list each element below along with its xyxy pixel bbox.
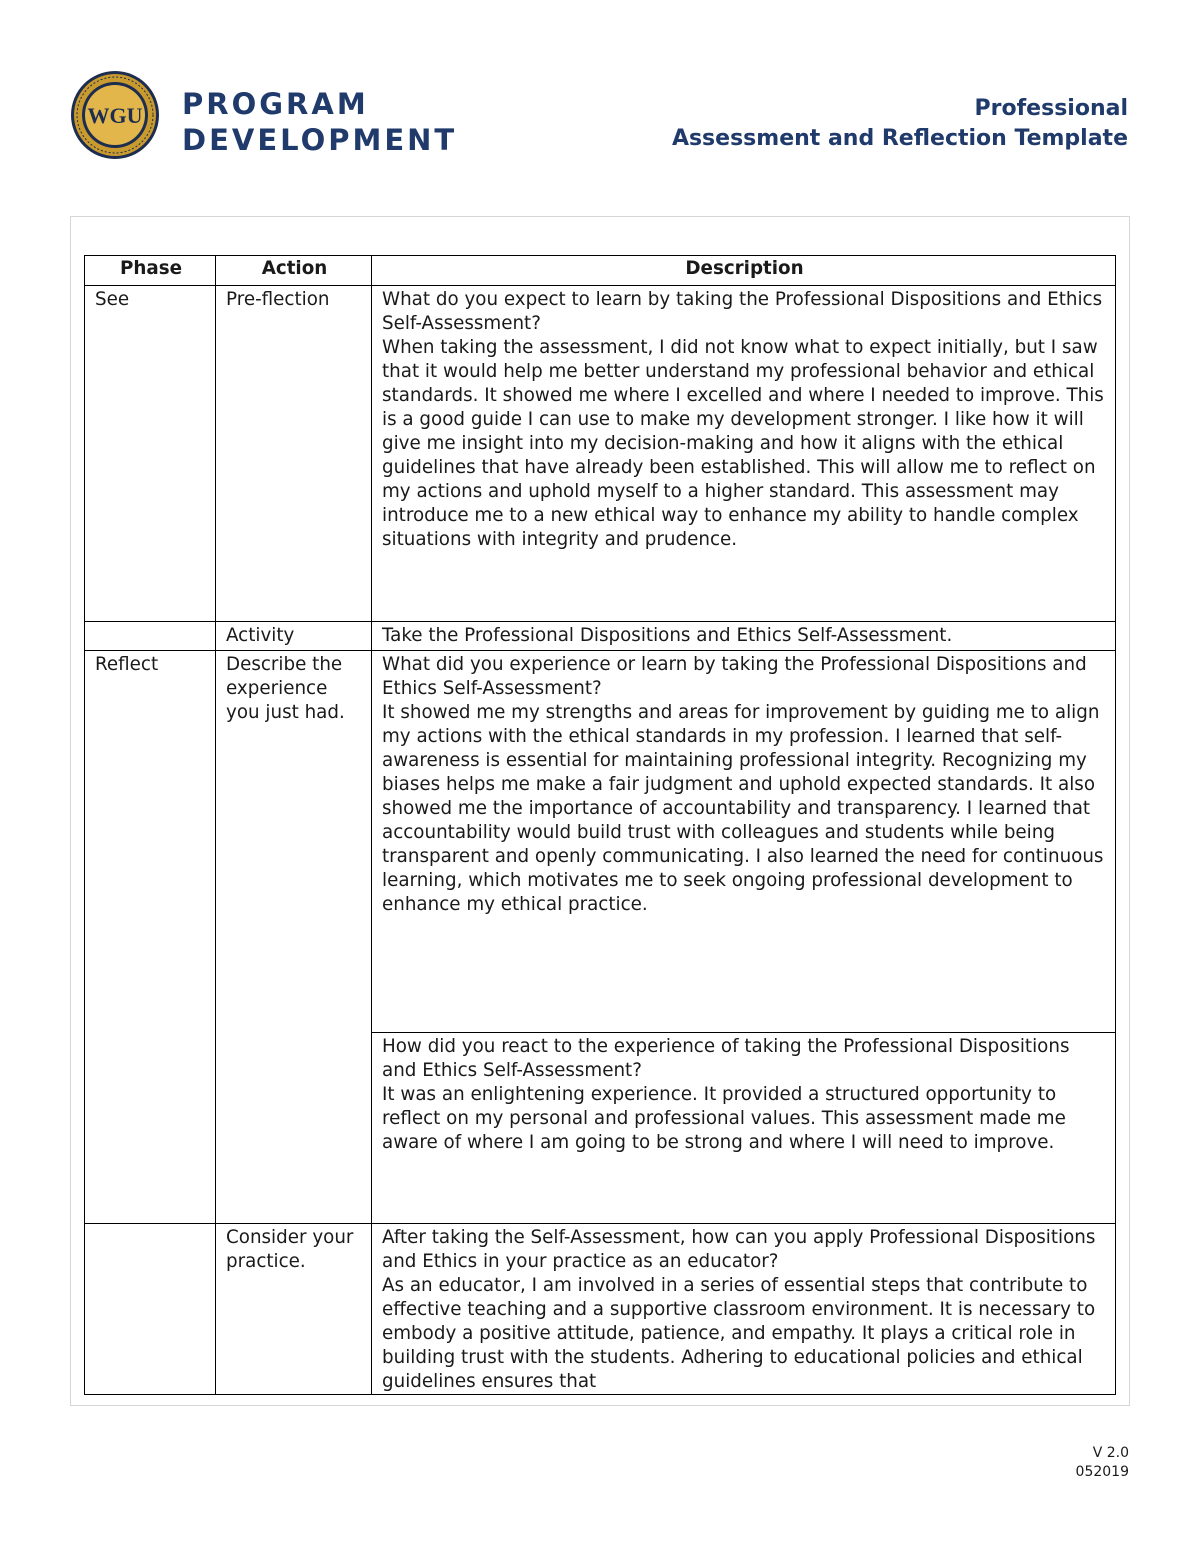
action-cell — [216, 1033, 372, 1224]
assessment-table — [84, 255, 1116, 1395]
document-title-line-1: Professional — [974, 96, 1128, 121]
header-description: Description — [372, 256, 1116, 286]
action-cell: Pre-flection — [216, 286, 372, 622]
action-cell: Consider your practice. — [216, 1224, 372, 1395]
table-row — [85, 286, 1116, 622]
description-cell — [372, 1224, 1116, 1395]
seal-initials: WGU — [87, 103, 143, 128]
response-text: When taking the assessment, I did not know what to expect initially, but I saw that it would help me better understand my professional behavior and ethical standards. It showed me where I excelled and where I needed to improve. This is a good guide I can use to make my development stronger. I like how it will give me insight into my decision-making and how it aligns with the ethical guidelines that have already been established. This will allow me to reflect on my actions and uphold myself to a higher standard. This assessment may introduce me to a new ethical way to enhance my ability to handle complex situations with integrity and prudence. — [382, 337, 1104, 550]
phase-cell — [85, 1033, 216, 1224]
brand-line-1: PROGRAM — [182, 87, 369, 121]
response-text: It was an enlightening experience. It provided a structured opportunity to reflect on my personal and professional values. This assessment made me aware of where I am going to be strong and where I will need to improve. — [382, 1084, 1066, 1153]
header-action: Action — [216, 256, 372, 286]
response-text: It showed me my strengths and areas for improvement by guiding me to align my actions with the ethical standards in my profession. I learned that self-awareness is essential for maintaining professional integrity. Recognizing my biases helps me make a fair judgment and uphold expected standards. It also showed me the importance of accountability and transparency. I learned that accountability would build trust with colleagues and students while being transparent and openly communicating. I also learned the need for continuous learning, which motivates me to seek ongoing professional development to enhance my ethical practice. — [382, 702, 1104, 915]
prompt-question: What did you experience or learn by taking the Professional Dispositions and Ethics Self-Assessment? — [382, 654, 1087, 699]
table-header-row — [85, 256, 1116, 286]
prompt-question: Take the Professional Dispositions and Ethics Self-Assessment. — [382, 625, 953, 646]
header-phase: Phase — [85, 256, 216, 286]
action-cell: Activity — [216, 622, 372, 651]
action-cell: Describe the experience you just had. — [216, 651, 372, 1033]
table-row — [85, 622, 1116, 651]
response-text: As an educator, I am involved in a series of essential steps that contribute to effective teaching and a supportive classroom environment. It is necessary to embody a positive attitude, patience, and empathy. It plays a critical role in building trust with the students. Adhering to educational policies and ethical guidelines ensures that — [382, 1275, 1096, 1392]
wgu-seal-logo — [70, 70, 160, 160]
version-info — [1076, 1444, 1129, 1482]
description-cell — [372, 651, 1116, 1033]
table-row — [85, 651, 1116, 1033]
document-title-line-2: Assessment and Reflection Template — [671, 126, 1128, 151]
prompt-question: After taking the Self-Assessment, how can you apply Professional Dispositions and Ethics in your practice as an educator? — [382, 1227, 1096, 1272]
phase-cell: Reflect — [85, 651, 216, 1033]
version-code: 052019 — [1075, 1464, 1129, 1480]
table-row — [85, 1224, 1116, 1395]
phase-cell — [85, 622, 216, 651]
phase-cell — [85, 1224, 216, 1395]
phase-cell: See — [85, 286, 216, 622]
prompt-question: How did you react to the experience of taking the Professional Dispositions and Ethics Self-Assessment? — [382, 1036, 1070, 1081]
table-row — [85, 1033, 1116, 1224]
brand-line-2: DEVELOPMENT — [182, 123, 458, 157]
document-title — [672, 94, 1128, 154]
brand-wordmark — [182, 86, 457, 158]
version-label: V 2.0 — [1092, 1445, 1129, 1461]
description-cell — [372, 1033, 1116, 1224]
description-cell — [372, 286, 1116, 622]
prompt-question: What do you expect to learn by taking the Professional Dispositions and Ethics Self-Assessment? — [382, 289, 1103, 334]
description-cell — [372, 622, 1116, 651]
